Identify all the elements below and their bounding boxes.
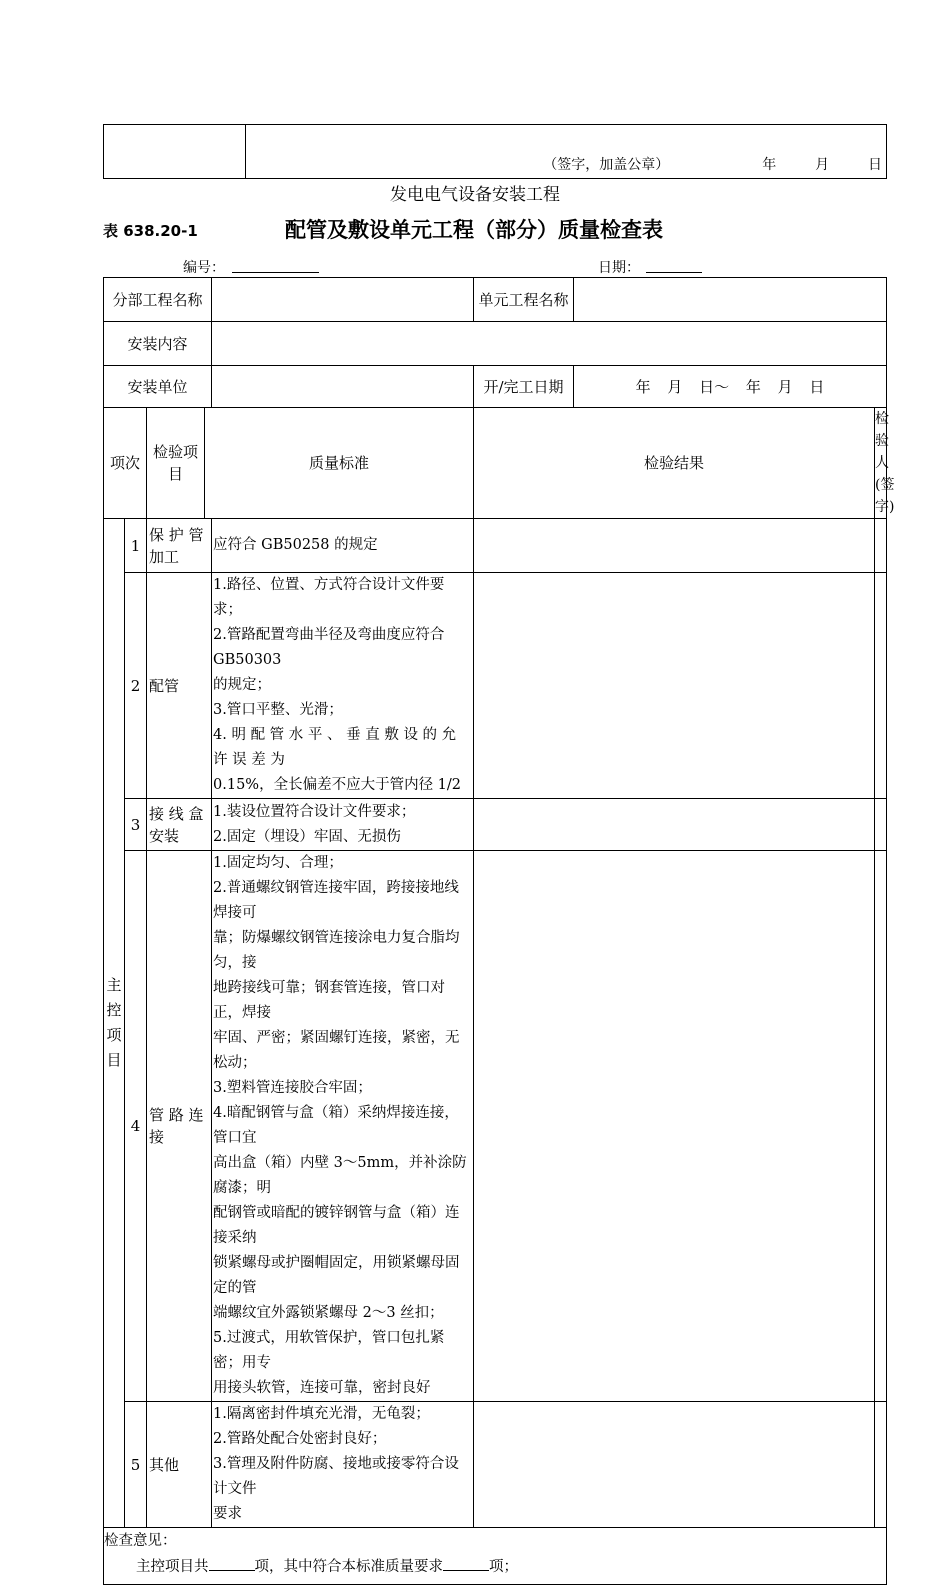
row-result[interactable] [474, 519, 875, 573]
signature-cell [246, 125, 887, 179]
header-seq: 项次 [104, 408, 147, 519]
installer-label-cell: 安装单位 [104, 366, 212, 408]
number-field[interactable] [232, 272, 319, 273]
sign-year: 年 [762, 157, 777, 173]
row-no: 1 [125, 519, 147, 573]
period-value[interactable]: 年 月 日～ 年 月 日 [574, 366, 887, 408]
inspection-table [103, 277, 895, 1585]
row-no: 2 [125, 573, 147, 799]
installer-value[interactable] [212, 366, 474, 408]
pass-count-blank[interactable] [443, 1556, 489, 1571]
row-inspector[interactable] [875, 1402, 887, 1528]
opinion-cell[interactable] [104, 1528, 887, 1585]
date-label: 日期： [598, 260, 640, 276]
unit-value[interactable] [574, 278, 887, 322]
content-value[interactable] [212, 322, 887, 366]
number-label: 编号： [183, 260, 225, 276]
sign-day: 日 [868, 157, 882, 173]
opinion-label: 检查意见： [104, 1533, 177, 1549]
header-standard: 质量标准 [205, 408, 474, 519]
row-result[interactable] [474, 799, 875, 851]
sign-month: 月 [815, 157, 830, 173]
row-standard: 1.固定均匀、合理； 2.普通螺纹钢管连接牢固，跨接接地线焊接可 靠；防爆螺纹钢管连接涂电力复合脂均匀，接 地跨接线可靠；钢套管连接，管口对正，焊接 牢固、严密；紧固螺钉连接，紧密，无松动； 3.塑料管连接胶合牢固； 4.暗配钢管与盒（箱）采纳焊接连接，管口宜 高出盒（箱）内壁 3～5mm，并补涂防腐漆；明 配钢管或暗配的镀锌钢管与盒（箱）连接采纳 锁紧螺母或护圈帽固定，用锁紧螺母固定的管 端螺纹宜外露锁紧螺母 2～3 丝扣； 5.过渡式，用软管保护，管口包扎紧密；用专 用接头软管，连接可靠，密封良好 [212, 851, 474, 1402]
opinion-summary: 主控项目共 项，其中符合本标准质量要求 项； [104, 1554, 886, 1580]
row-item: 其他 [147, 1402, 212, 1528]
row-result[interactable] [474, 1402, 875, 1528]
main-count-blank[interactable] [209, 1556, 255, 1571]
signature-left-cell [104, 125, 246, 179]
table-number: 表 638.20-1 [103, 222, 198, 240]
unit-label-cell: 单元工程名称 [474, 278, 574, 322]
row-no: 4 [125, 851, 147, 1402]
row-no: 3 [125, 799, 147, 851]
category-cell: 主 控 项 目 [104, 519, 125, 1528]
row-item: 保 护 管 加工 [147, 519, 212, 573]
page-title: 配管及敷设单元工程（部分）质量检查表 [285, 218, 663, 242]
row-result[interactable] [474, 851, 875, 1402]
row-inspector[interactable] [875, 573, 887, 799]
row-inspector[interactable] [875, 851, 887, 1402]
header-inspector: 检验人 (签字) [875, 408, 887, 519]
row-item: 管 路 连 接 [147, 851, 212, 1402]
content-label-cell: 安装内容 [104, 322, 212, 366]
row-standard: 应符合 GB50258 的规定 [212, 519, 474, 573]
header-item: 检验项 目 [147, 408, 205, 519]
row-result[interactable] [474, 573, 875, 799]
row-standard: 1.隔离密封件填充光滑，无龟裂； 2.管路处配合处密封良好； 3.管理及附件防腐、接地或接零符合设计文件 要求 [212, 1402, 474, 1528]
row-standard: 1.装设位置符合设计文件要求； 2.固定（埋设）牢固、无损伤 [212, 799, 474, 851]
row-inspector[interactable] [875, 799, 887, 851]
division-value[interactable] [212, 278, 474, 322]
project-name: 发电电气设备安装工程 [390, 185, 560, 205]
date-field[interactable] [646, 272, 702, 273]
signature-table [103, 124, 887, 179]
header-result: 检验结果 [474, 408, 875, 519]
row-item: 接 线 盒 安装 [147, 799, 212, 851]
row-item: 配管 [147, 573, 212, 799]
row-standard: 1.路径、位置、方式符合设计文件要求； 2.管路配置弯曲半径及弯曲度应符合 GB50303 的规定； 3.管口平整、光滑； 4. 明 配 管 水 平 、 垂 直 敷 设 的 允 许 误 差 为 0.15%，全长偏差不应大于管内径 1/2 [212, 573, 474, 799]
row-inspector[interactable] [875, 519, 887, 573]
row-no: 5 [125, 1402, 147, 1528]
division-label-cell: 分部工程名称 [104, 278, 212, 322]
period-label-cell: 开/完工日期 [474, 366, 574, 408]
sign-note: （签字，加盖公章） [543, 157, 670, 173]
